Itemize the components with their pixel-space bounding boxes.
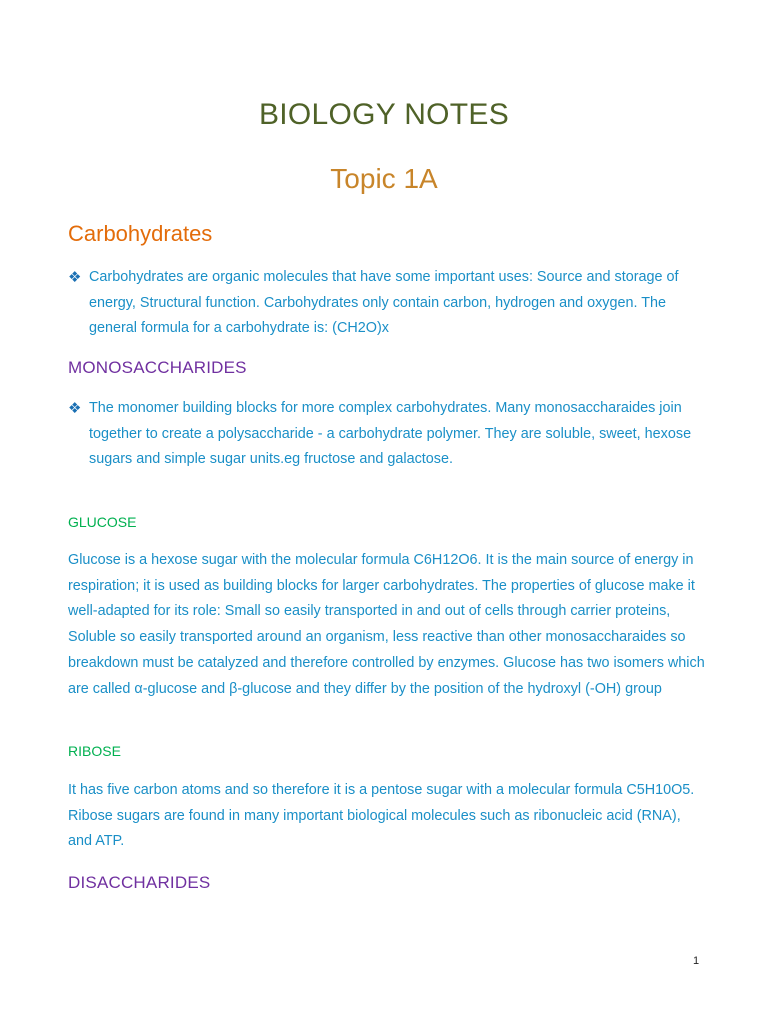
diamond-bullet-icon: ❖: [68, 400, 82, 417]
heading-carbohydrates: Carbohydrates: [68, 221, 213, 246]
bullet-monosaccharides: [68, 396, 708, 473]
heading-ribose: RIBOSE: [68, 743, 121, 759]
page-number: 1: [693, 955, 700, 967]
heading-glucose: GLUCOSE: [68, 514, 137, 530]
heading-disaccharides: DISACCHARIDES: [68, 873, 211, 892]
bullet-monosaccharides-text: The monomer building blocks for more complex carbohydrates. Many monosaccharaides join together to create a polysaccharide - a carbohydrate polymer. They are soluble, sweet, hexose sugars and simple sugar units.eg fructose and galactose.: [89, 400, 692, 468]
bullet-carbohydrates: [68, 265, 708, 342]
paragraph-ribose: It has five carbon atoms and so therefore it is a pentose sugar with a molecular formula C5H10O5. Ribose sugars are found in many important biological molecules such as ribonucleic acid (RNA), and ATP.: [68, 782, 695, 850]
bullet-carbohydrates-text: Carbohydrates are organic molecules that have some important uses: Source and storage of energy, Structural function. Carbohydrates only contain carbon, hydrogen and oxygen. The general formula for a carbohydrate is: (CH2O)x: [89, 269, 679, 337]
diamond-bullet-icon: ❖: [68, 269, 82, 286]
heading-monosaccharides: MONOSACCHARIDES: [68, 358, 247, 377]
paragraph-glucose: Glucose is a hexose sugar with the molecular formula C6H12O6. It is the main source of energy in respiration; it is used as building blocks for larger carbohydrates. The properties of glucose make it well-adapted for its role: Small so easily transported in and out of cells through carrier proteins, Soluble so easily transported around an organism, less reactive than other monosaccharaides so breakdown must be catalyzed and therefore controlled by enzymes. Glucose has two isomers which are called α-glucose and β-glucose and they differ by the position of the hydroxyl (-OH) group: [68, 552, 705, 697]
document-title: BIOLOGY NOTES: [258, 98, 510, 131]
document-subtitle: Topic 1A: [330, 163, 438, 194]
